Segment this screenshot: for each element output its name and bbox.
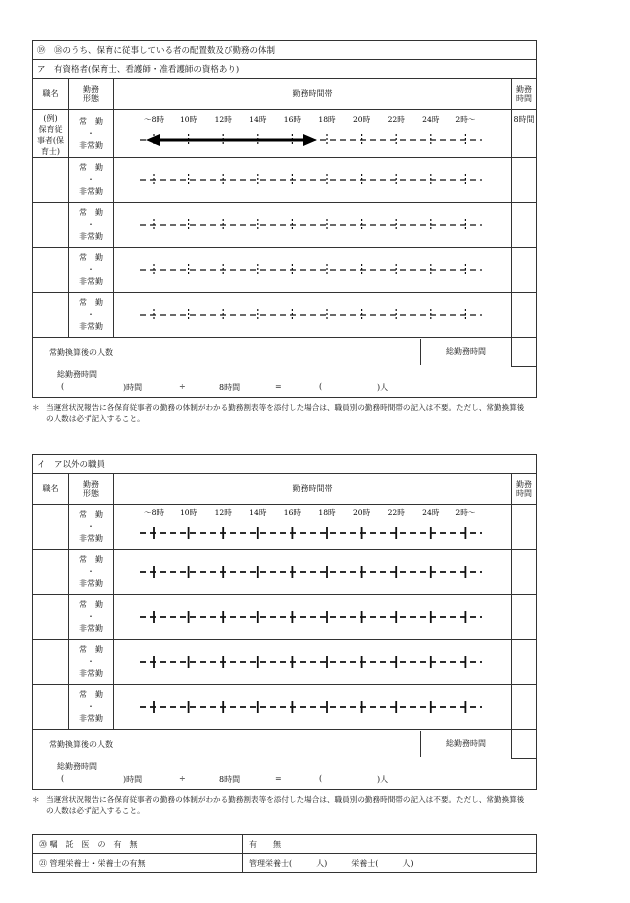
footnote-mark: ＊ xyxy=(32,795,40,804)
formula-part: ( xyxy=(61,382,65,391)
footnote-text: 当運営状況報告に各保育従事者の勤務の体制がわかる勤務割表等を添付した場合は、職員別の勤務時間帯の記入は不要。ただし、常勤換算後の人数は必ず記入すること。 xyxy=(46,403,525,423)
time-label: 2時〜 xyxy=(455,508,476,517)
time-chart[interactable] xyxy=(114,293,512,337)
employment-type-cell[interactable]: 常 勤 ・ 非常勤 xyxy=(69,640,114,685)
col-hours-header: 勤務時間帯 xyxy=(114,474,512,505)
footnote-text: 当運営状況報告に各保育従事者の勤務の体制がわかる勤務割表等を添付した場合は、職員別の勤務時間帯の記入は不要。ただし、常勤換算後の人数は必ず記入すること。 xyxy=(46,795,525,815)
staff-row xyxy=(33,640,537,685)
hours-cell[interactable] xyxy=(114,158,512,203)
col-role-header: 職名 xyxy=(33,474,69,505)
formula-part: ÷ xyxy=(179,382,186,391)
staff-row xyxy=(33,293,537,338)
section2-title: イ ア以外の職員 xyxy=(33,455,537,474)
formula-part: )人 xyxy=(377,775,389,784)
time-label: 22時 xyxy=(387,508,405,517)
role-cell[interactable] xyxy=(33,595,69,640)
hours-cell[interactable] xyxy=(114,550,512,595)
hours-cell[interactable] xyxy=(114,248,512,293)
summary-title: 常勤換算後の人数 xyxy=(49,347,113,357)
formula-part: = xyxy=(275,774,282,783)
time-chart[interactable] xyxy=(114,685,512,729)
summary-mid xyxy=(114,730,512,759)
role-cell[interactable] xyxy=(33,505,69,550)
total-input[interactable] xyxy=(512,730,537,759)
summary-title-cell xyxy=(33,338,114,367)
time-label: 〜8時 xyxy=(143,508,165,517)
time-chart[interactable] xyxy=(114,203,512,247)
col-type-header: 勤務 形態 xyxy=(69,79,114,110)
formula-part: 8時間 xyxy=(219,383,241,392)
formula-part: ( xyxy=(319,774,323,783)
role-cell[interactable] xyxy=(33,685,69,730)
staff-row xyxy=(33,203,537,248)
document xyxy=(32,40,536,873)
work-time-cell[interactable] xyxy=(512,505,537,550)
formula-part: ( xyxy=(319,382,323,391)
summary-title: 常勤換算後の人数 xyxy=(49,739,113,749)
dietitian-label: ㉑ 管理栄養士・栄養士の有無 xyxy=(33,854,243,873)
time-label: 22時 xyxy=(387,114,405,124)
footnote-2 xyxy=(32,794,536,816)
time-chart[interactable] xyxy=(114,158,512,202)
summary-formula-cell xyxy=(33,367,537,398)
formula-part: )時間 xyxy=(123,775,143,784)
work-time-cell[interactable] xyxy=(512,158,537,203)
hours-cell[interactable] xyxy=(114,640,512,685)
time-label: 10時 xyxy=(179,114,198,124)
time-chart[interactable] xyxy=(114,248,512,292)
time-label: 16時 xyxy=(283,114,302,124)
summary-sub: 総勤務時間 xyxy=(57,370,97,379)
time-label: 12時 xyxy=(214,508,232,517)
summary-formula-cell xyxy=(33,759,537,790)
hours-cell[interactable] xyxy=(114,293,512,338)
time-chart[interactable] xyxy=(114,112,512,156)
formula-part: )時間 xyxy=(123,383,143,392)
time-label: 20時 xyxy=(352,508,371,517)
role-cell[interactable] xyxy=(33,550,69,595)
work-time-cell[interactable] xyxy=(512,248,537,293)
formula-part: = xyxy=(275,382,282,391)
role-cell[interactable] xyxy=(33,293,69,338)
hours-cell[interactable] xyxy=(114,203,512,248)
col-hours-header: 勤務時間帯 xyxy=(114,79,512,110)
section1-title: ⑲ ⑱のうち、保育に従事している者の配置数及び勤務の体制 xyxy=(33,41,537,60)
employment-type-cell[interactable]: 常 勤 ・ 非常勤 xyxy=(69,595,114,640)
role-cell[interactable] xyxy=(33,158,69,203)
arrowhead xyxy=(303,134,317,146)
formula-part: ÷ xyxy=(179,774,186,783)
staff-row xyxy=(33,158,537,203)
col-time-header: 勤務 時間 xyxy=(512,79,537,110)
employment-type-cell[interactable]: 常 勤 ・ 非常勤 xyxy=(69,685,114,730)
employment-type-cell[interactable]: 常 勤 ・ 非常勤 xyxy=(69,158,114,203)
time-chart[interactable] xyxy=(114,640,512,684)
formula-part: 8時間 xyxy=(219,775,241,784)
role-cell[interactable] xyxy=(33,203,69,248)
employment-type-cell[interactable]: 常 勤 ・ 非常勤 xyxy=(69,293,114,338)
hours-cell[interactable] xyxy=(114,505,512,550)
col-role-header: 職名 xyxy=(33,79,69,110)
role-cell[interactable] xyxy=(33,248,69,293)
total-label: 総勤務時間 xyxy=(420,339,511,365)
time-label: 24時 xyxy=(422,508,440,517)
col-time-header: 勤務 時間 xyxy=(512,474,537,505)
time-chart[interactable] xyxy=(114,505,512,549)
time-label: 24時 xyxy=(422,114,440,124)
total-label: 総勤務時間 xyxy=(420,731,511,757)
hours-cell[interactable] xyxy=(114,685,512,730)
time-label: 〜8時 xyxy=(143,114,165,124)
summary-mid xyxy=(114,338,512,367)
total-input[interactable] xyxy=(512,338,537,367)
work-time-cell[interactable] xyxy=(512,685,537,730)
work-time-cell[interactable] xyxy=(512,550,537,595)
summary-formula xyxy=(33,774,536,787)
hours-cell[interactable] xyxy=(114,110,512,158)
formula-part: )人 xyxy=(377,383,389,392)
time-label: 12時 xyxy=(214,114,232,124)
employment-type-cell[interactable]: 常 勤 ・ 非常勤 xyxy=(69,248,114,293)
time-label: 20時 xyxy=(352,114,371,124)
staff-row xyxy=(33,685,537,730)
staff-row xyxy=(33,248,537,293)
summary-sub: 総勤務時間 xyxy=(57,762,97,771)
work-time-cell[interactable] xyxy=(512,595,537,640)
section1-table xyxy=(32,40,537,398)
time-label: 18時 xyxy=(318,114,336,124)
time-label: 16時 xyxy=(283,508,302,517)
time-label: 14時 xyxy=(249,508,267,517)
staff-row xyxy=(33,595,537,640)
section1-subtitle: ア 有資格者(保育士、看護師・准看護師の資格あり) xyxy=(33,60,537,79)
footnote-mark: ＊ xyxy=(32,403,40,412)
time-label: 2時〜 xyxy=(455,114,476,124)
work-time-cell[interactable]: 8時間 xyxy=(512,110,537,158)
consultant-doctor-label: ⑳ 嘱 託 医 の 有 無 xyxy=(33,835,243,854)
section2-table xyxy=(32,454,537,790)
staff-row xyxy=(33,110,537,158)
formula-part: ( xyxy=(61,774,65,783)
arrowhead xyxy=(146,134,160,146)
work-time-cell[interactable] xyxy=(512,203,537,248)
employment-type-cell[interactable]: 常 勤 ・ 非常勤 xyxy=(69,550,114,595)
time-label: 18時 xyxy=(318,508,336,517)
employment-type-cell[interactable]: 常 勤 ・ 非常勤 xyxy=(69,505,114,550)
summary-formula xyxy=(33,382,536,395)
time-chart[interactable] xyxy=(114,550,512,594)
time-label: 14時 xyxy=(249,114,267,124)
work-time-cell[interactable] xyxy=(512,293,537,338)
staff-row xyxy=(33,550,537,595)
time-label: 10時 xyxy=(179,508,198,517)
employment-type-cell[interactable]: 常 勤 ・ 非常勤 xyxy=(69,203,114,248)
role-cell[interactable] xyxy=(33,640,69,685)
bottom-table xyxy=(32,834,537,873)
hours-cell[interactable] xyxy=(114,595,512,640)
work-time-cell[interactable] xyxy=(512,640,537,685)
employment-type-cell[interactable]: 常 勤 ・ 非常勤 xyxy=(69,110,114,158)
staff-row xyxy=(33,505,537,550)
role-cell[interactable]: (例) 保育従 事者(保 育士) xyxy=(33,110,69,158)
summary-title-cell xyxy=(33,730,114,759)
footnote-1 xyxy=(32,402,536,424)
dietitian-value[interactable]: 管理栄養士( 人) 栄養士( 人) xyxy=(243,854,537,873)
time-chart[interactable] xyxy=(114,595,512,639)
col-type-header: 勤務 形態 xyxy=(69,474,114,505)
consultant-doctor-value[interactable]: 有 無 xyxy=(243,835,537,854)
